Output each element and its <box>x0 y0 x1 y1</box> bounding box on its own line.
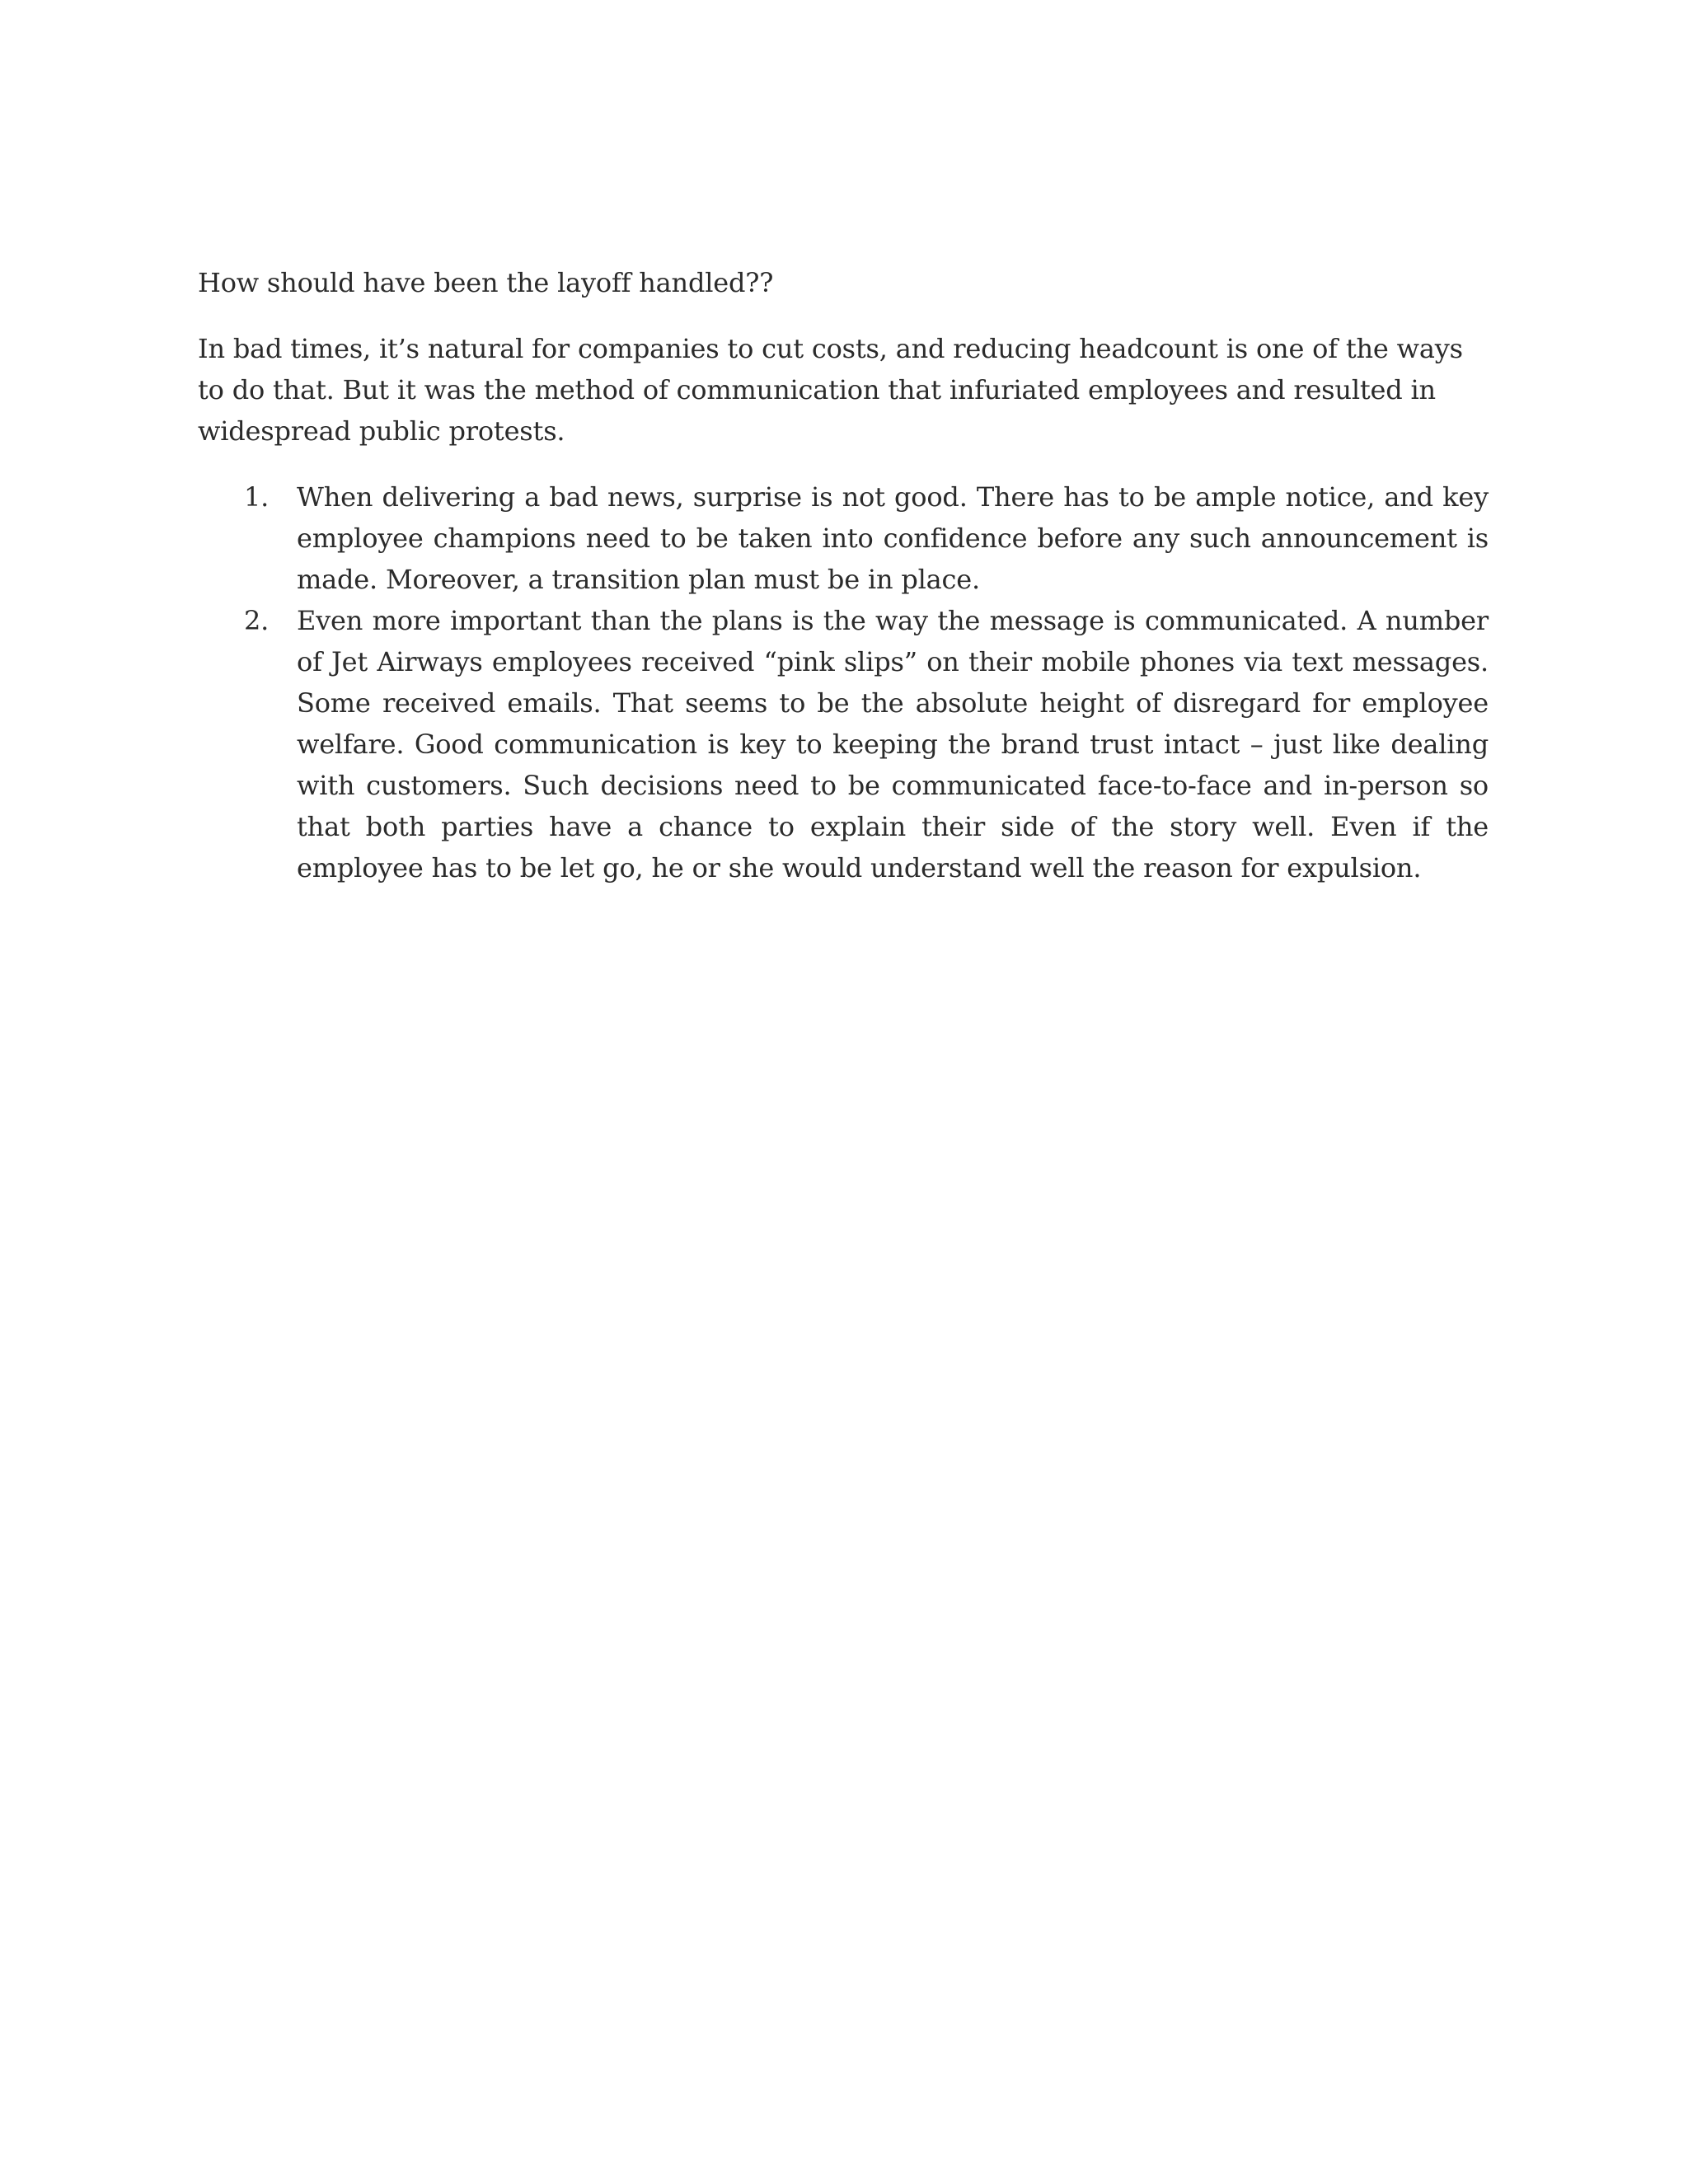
list-item-text: When delivering a bad news, surprise is not good. There has to be ample notice, and key employee champions need to be taken into confidence before any such announcement is made. Moreover, a transition plan must be in place. <box>297 481 1489 595</box>
numbered-list <box>198 476 1489 888</box>
list-item <box>198 600 1489 888</box>
list-item-number: 2. <box>244 605 270 636</box>
document-title: How should have been the layoff handled?? <box>198 267 774 298</box>
list-item-number: 1. <box>244 481 270 513</box>
list-item <box>198 476 1489 600</box>
intro-paragraph: In bad times, it’s natural for companies to cut costs, and reducing headcount is one of the ways to do that. But it was the method of communication that infuriated employees and resulted in widespread public protests. <box>198 333 1463 447</box>
list-item-text: Even more important than the plans is the way the message is communicated. A number of Jet Airways employees received “pink slips” on their mobile phones via text messages. Some received emails. That seems to be the absolute height of disregard for employee welfare. Good communication is key to keeping the brand trust intact – just like dealing with customers. Such decisions need to be communicated face-to-face and in-person so that both parties have a chance to explain their side of the story well. Even if the employee has to be let go, he or she would understand well the reason for expulsion. <box>297 605 1489 883</box>
document-body <box>198 262 1489 888</box>
